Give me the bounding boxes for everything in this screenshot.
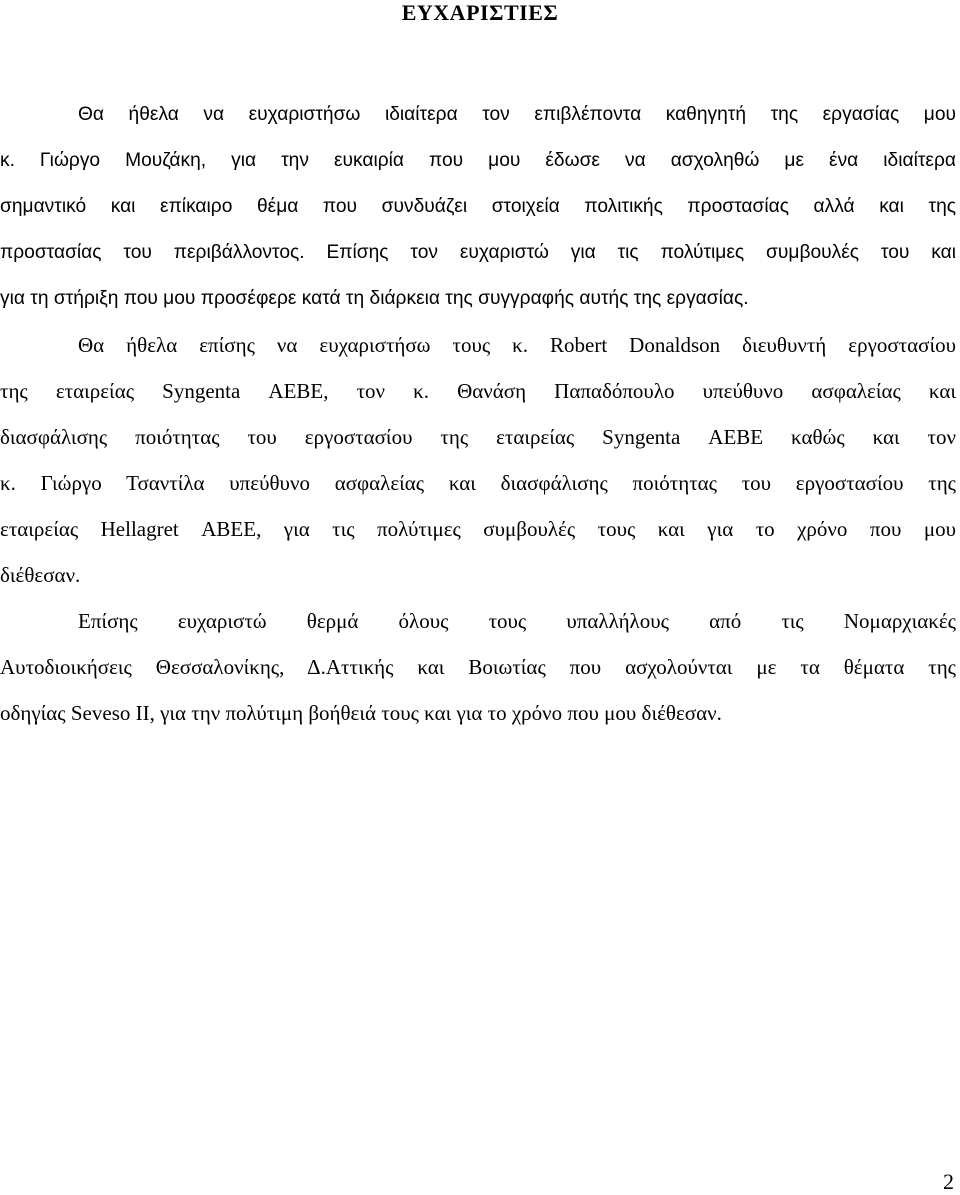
paragraph-line: σημαντικό και επίκαιρο θέμα που συνδυάζει στοιχεία πολιτικής προστασίας αλλά και της bbox=[0, 196, 956, 217]
paragraph-line: διέθεσαν. bbox=[0, 563, 81, 587]
page-title: ΕΥΧΑΡΙΣΤΙΕΣ bbox=[401, 0, 559, 25]
paragraph-line: οδηγίας Seveso II, για την πολύτιμη βοήθειά τους και για το χρόνο που μου διέθεσαν. bbox=[0, 701, 722, 725]
paragraph-line: Αυτοδιοικήσεις Θεσσαλονίκης, Δ.Αττικής και Βοιωτίας που ασχολούνται με τα θέματα της bbox=[0, 655, 956, 679]
paragraph-line: διασφάλισης ποιότητας του εργοστασίου της εταιρείας Syngenta ΑΕΒΕ καθώς και τον bbox=[0, 425, 956, 449]
paragraph-line: Θα ήθελα να ευχαριστήσω ιδιαίτερα τον επιβλέποντα καθηγητή της εργασίας μου bbox=[78, 104, 956, 125]
paragraph-line: Επίσης ευχαριστώ θερμά όλους τους υπαλλήλους από τις Νομαρχιακές bbox=[78, 609, 956, 633]
paragraph-line: της εταιρείας Syngenta ΑΕΒΕ, τον κ. Θανάση Παπαδόπουλο υπεύθυνο ασφαλείας και bbox=[0, 379, 956, 403]
acknowledgements-text bbox=[0, 92, 956, 736]
paragraph-line: Θα ήθελα επίσης να ευχαριστήσω τους κ. Robert Donaldson διευθυντή εργοστασίου bbox=[78, 333, 956, 357]
paragraph-line: για τη στήριξη που μου προσέφερε κατά τη διάρκεια της συγγραφής αυτής της εργασίας. bbox=[0, 288, 749, 309]
paragraph-line: εταιρείας Hellagret ΑΒΕΕ, για τις πολύτιμες συμβουλές τους και για το χρόνο που μου bbox=[0, 517, 956, 541]
page-number: 2 bbox=[943, 1169, 954, 1194]
paragraph-line: κ. Γιώργο Τσαντίλα υπεύθυνο ασφαλείας και διασφάλισης ποιότητας του εργοστασίου της bbox=[0, 471, 956, 495]
paragraph-line: προστασίας του περιβάλλοντος. Επίσης τον ευχαριστώ για τις πολύτιμες συμβουλές του και bbox=[0, 242, 956, 263]
paragraph-line: κ. Γιώργο Μουζάκη, για την ευκαιρία που μου έδωσε να ασχοληθώ με ένα ιδιαίτερα bbox=[0, 150, 956, 171]
